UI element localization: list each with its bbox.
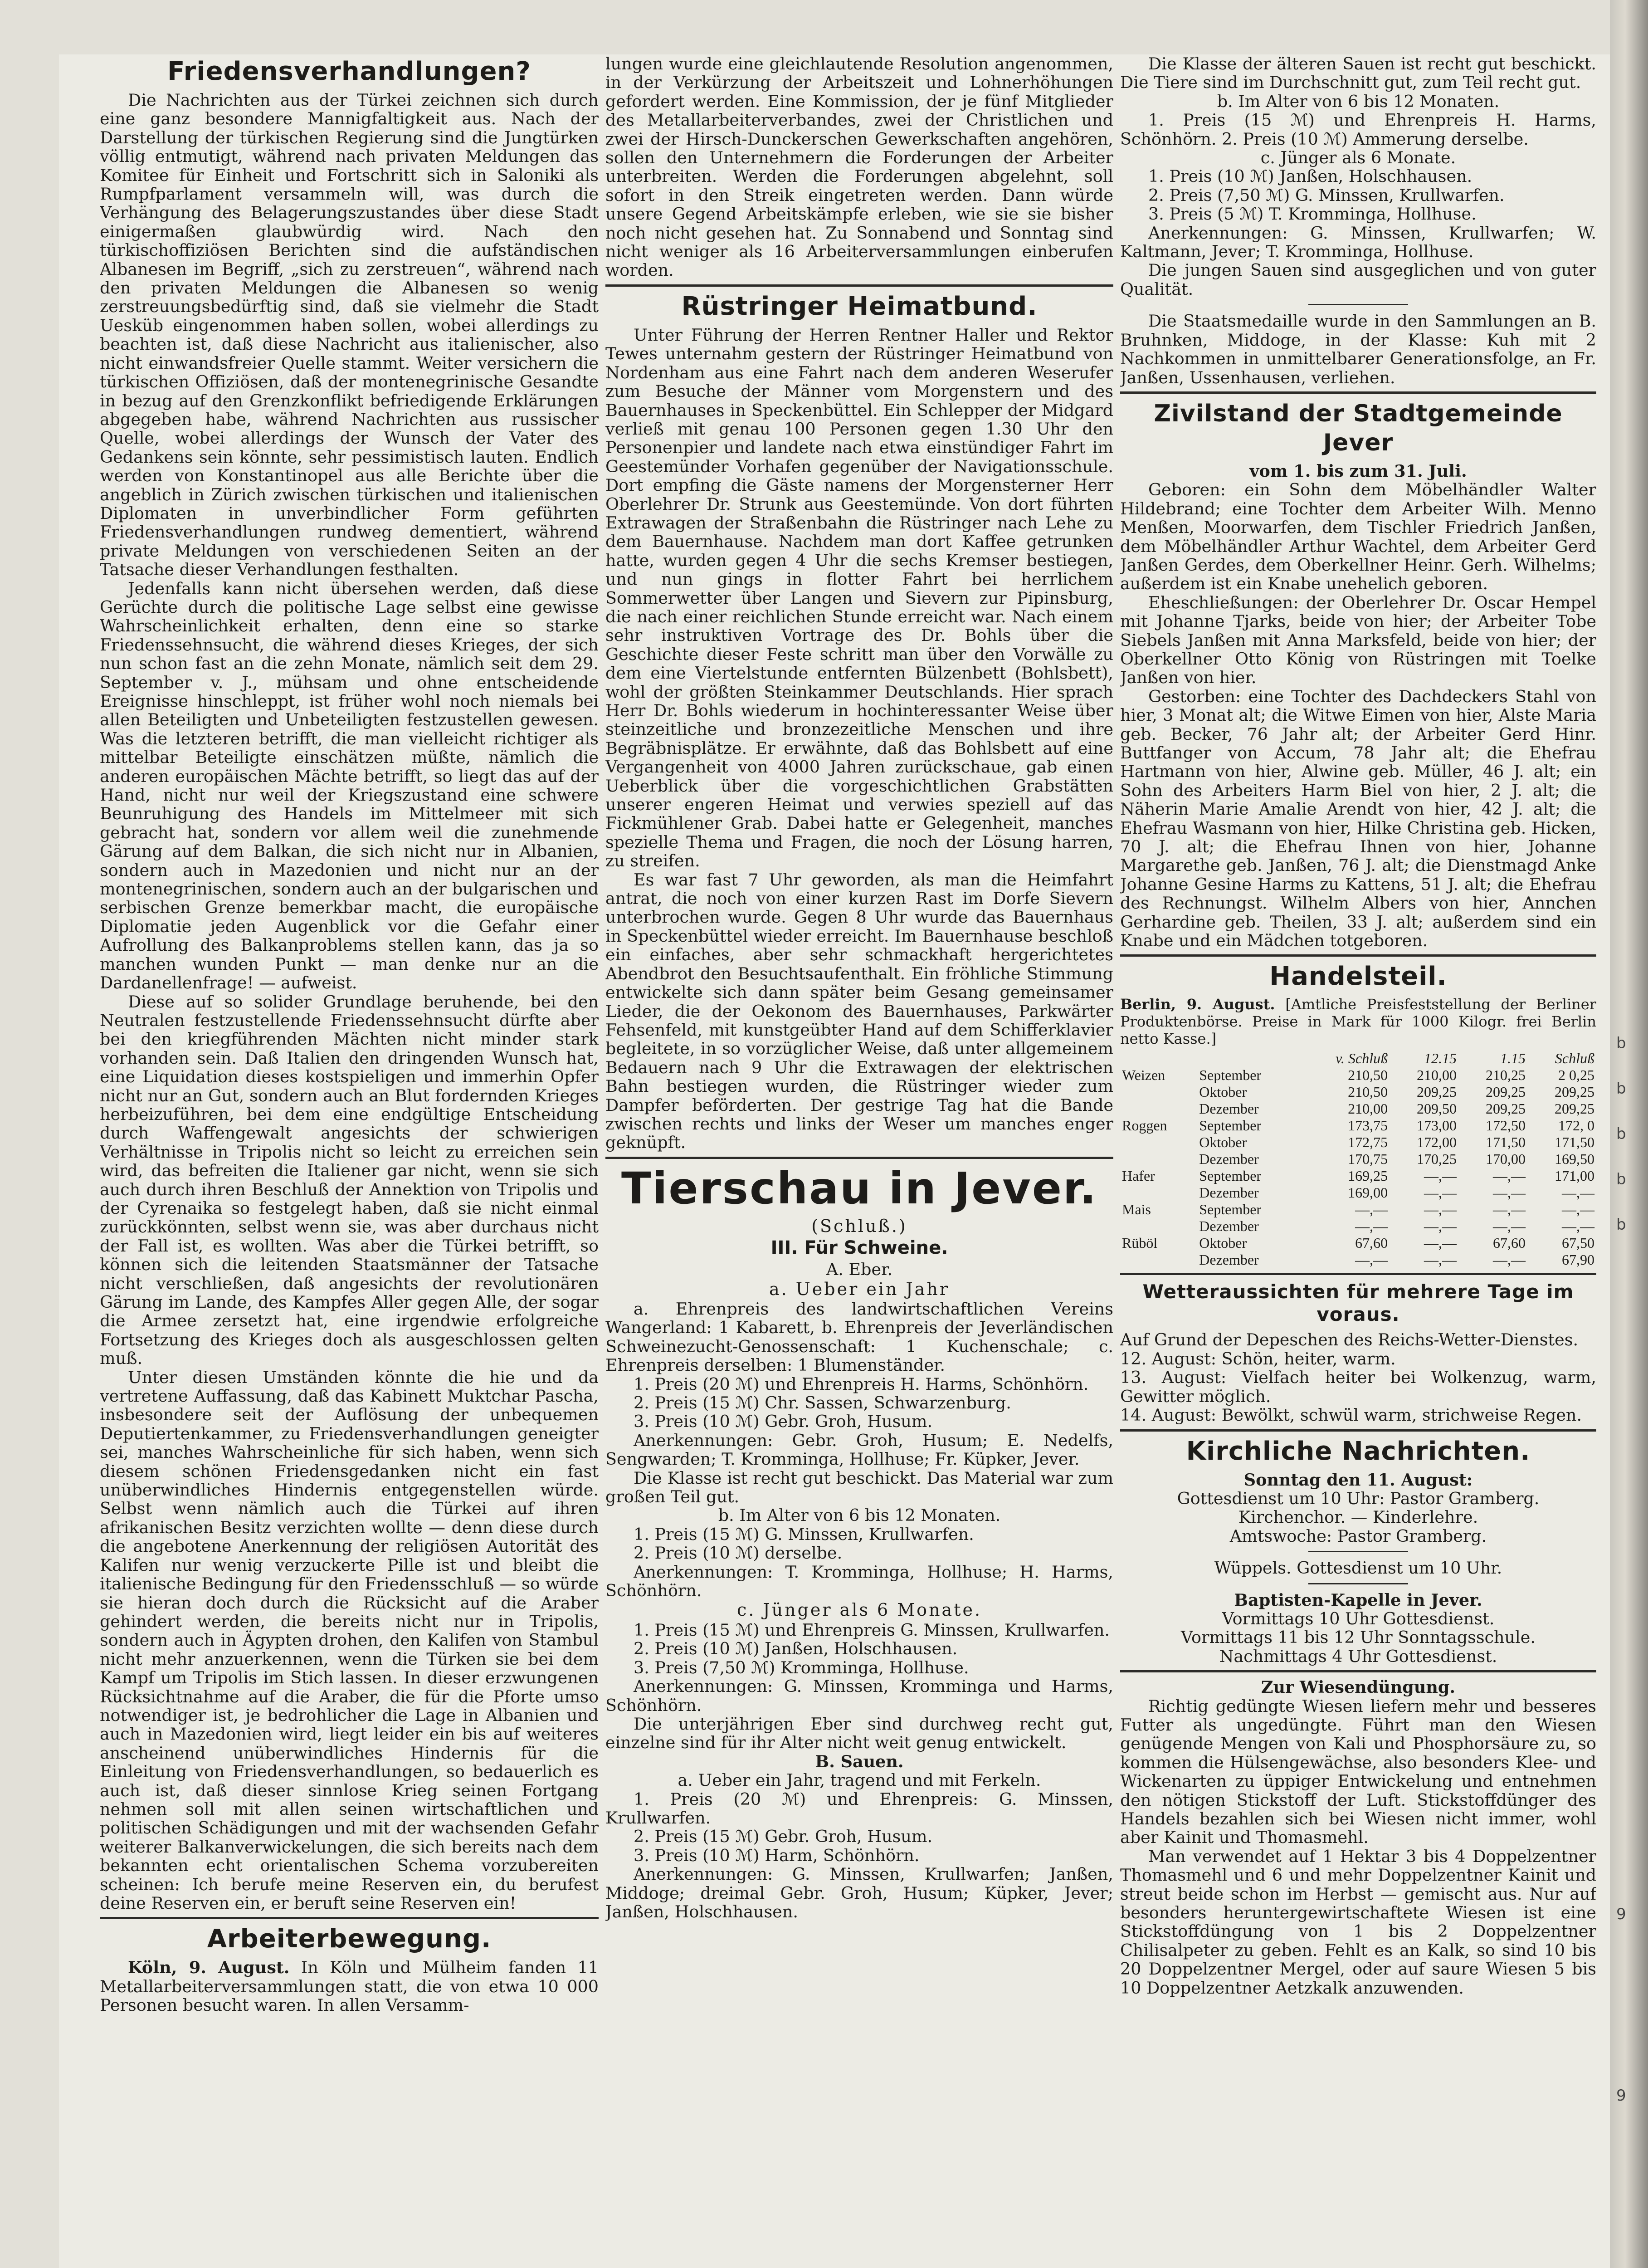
- prize-line: 2. Preis (7,50 ℳ) G. Minssen, Krullwarfen.: [1148, 185, 1505, 205]
- table-cell: —,—: [1562, 1201, 1594, 1218]
- table-cell: 2 0,25: [1558, 1067, 1594, 1084]
- table-cell: September: [1199, 1117, 1262, 1134]
- prize-line: 3. Preis (5 ℳ) T. Kromminga, Hollhuse.: [1148, 204, 1477, 224]
- table-cell: [1120, 1100, 1197, 1117]
- prize-line: 1. Preis (15 ℳ) und Ehrenpreis G. Minssen, Krullwarfen.: [634, 1620, 1110, 1640]
- prize-line: 3. Preis (10 ℳ) Gebr. Groh, Husum.: [634, 1412, 933, 1432]
- table-cell: 173,00: [1417, 1117, 1457, 1134]
- article-text: [Amtliche Preisfeststellung der Berliner Produktenbörse. Preise in Mark für 1000 Kilogr. frei Berlin netto Kasse.]: [1120, 996, 1596, 1048]
- table-cell: [1120, 1184, 1197, 1201]
- table-cell: 172,00: [1417, 1134, 1457, 1151]
- article-headline: Rüstringer Heimatbund.: [681, 291, 1038, 321]
- article-paragraph: Jedenfalls kann nicht übersehen werden, daß diese Gerüchte durch die politische Lage selbst eine gewisse Wahrscheinlichkeit erhalten, denn eine so starke Friedenssehnsucht, die während dieses Krieges, der sich nun schon fast an die zehn Monate, nämlich seit dem 29. September v. J., mühsam und ohne entscheidende Ereignisse hinschleppt, ist früher wohl noch niemals bei allen Beteiligten und Unbeteiligten festzustellen gewesen. Was die letzteren betrifft, die man vielleicht richtiger als mittelbar Beteiligte einschätzen müßte, nämlich die anderen europäischen Mächte betrifft, so liegt das auf der Hand, nicht nur weil der Kriegszustand eine schwere Beunruhigung des Handels im Mittelmeer mit sich gebracht hat, sondern vor allem weil die zunehmende Gärung auf dem Balkan, die sich nicht nur in Albanien, sondern auch in Mazedonien und nicht nur an der montenegrinischen, sondern auch an der bulgarischen und serbischen Grenze bemerkbar macht, die europäische Diplomatie jeden Augenblick vor die Gefahr einer Aufrollung des Balkanproblems stellen kann, das ja so manchen wunden Punkt — man denke nur an die Dardanellenfrage! — aufweist.: [100, 578, 599, 993]
- table-cell: 209,25: [1555, 1084, 1594, 1100]
- section-divider: [605, 1157, 1113, 1159]
- binding-edge: [1610, 0, 1648, 2268]
- prize-line: Die unterjährigen Eber sind durchweg recht gut, einzelne sind für ihr Alter nicht weit genug entwickelt.: [605, 1714, 1113, 1753]
- table-cell: Roggen: [1122, 1117, 1167, 1134]
- article-paragraph: Unter diesen Umständen könnte die hie und da vertretene Auffassung, daß das Kabinett Muktchar Pascha, insbesondere seit der Auflösung der unbequemen Deputiertenkammer, zu Friedensverhandlungen geneigter sei, manches Wahrscheinliche für sich haben, wenn sich diesem schönen Friedensgedanken nicht ein fast unüberwindliches Hindernis entgegenstellen würde. Selbst wenn nämlich auch die Türkei auf ihren afrikanischen Besitz verzichten wollte — denn diese durch die angebotene Anerkennung der religiösen Autorität des Kalifen nur wenig verzuckerte Pille ist und bleibt die italienische Bedingung für den Friedensschluß — so würde sie hieran doch durch die Rücksicht auf die Araber gehindert werden, die bereits nicht nur in Tripolis, sondern auch in Ägypten drohen, den Kalifen von Stambul nicht mehr anzuerkennen, wenn die Türken sie bei dem Kampf um Tripolis im Stich lassen. In dieser erzwungenen Rücksichtnahme auf die Araber, die für die Pforte umso notwendiger ist, je bedrohlicher die Lage in Albanien und auch in Mazedonien wird, liegt leider ein bis auf weiteres anscheinend unüberwindliches Hindernis für die Einleitung von Friedensverhandlungen, so bedauerlich es auch ist, daß dieser sinnlose Krieg seinen Fortgang nehmen soll mit allen seinen wirtschaftlichen und politischen Schädigungen und mit der wachsenden Gefahr weiterer Balkanverwickelungen, die sich bereits nach dem bekannten echt orientalischen Schema vorzubereiten scheinen: Ich berufe meine Reserven ein, du berufest deine Reserven ein, er beruft seine Reserven ein!: [100, 1367, 599, 1913]
- prize-line: 1. Preis (15 ℳ) und Ehrenpreis H. Harms, Schönhörn. 2. Preis (10 ℳ) Ammerung derselbe.: [1120, 110, 1596, 149]
- table-header: v. Schluß: [1336, 1050, 1388, 1067]
- table-cell: 209,25: [1555, 1100, 1594, 1117]
- table-cell: 172,50: [1486, 1117, 1526, 1134]
- table-row: [1120, 1151, 1596, 1168]
- table-cell: Hafer: [1122, 1168, 1155, 1184]
- table-cell: —,—: [1493, 1168, 1526, 1184]
- article-headline: Friedensverhandlungen?: [167, 57, 531, 86]
- table-cell: 169,50: [1555, 1151, 1594, 1168]
- table-cell: September: [1199, 1067, 1262, 1084]
- table-cell: September: [1199, 1168, 1262, 1184]
- prize-line: 1. Preis (20 ℳ) und Ehrenpreis H. Harms, Schönhörn.: [634, 1374, 1089, 1394]
- table-cell: 67,50: [1562, 1235, 1594, 1251]
- article-headline: Arbeiterbewegung.: [207, 1924, 492, 1954]
- church-date: Sonntag den 11. August:: [1243, 1470, 1473, 1490]
- table-cell: 210,50: [1348, 1084, 1388, 1100]
- table-cell: [1120, 1134, 1197, 1151]
- table-cell: 173,75: [1348, 1117, 1388, 1134]
- table-row: [1120, 1168, 1596, 1184]
- article-headline: Zivilstand der Stadtgemeinde Jever: [1154, 400, 1563, 456]
- column-2: [605, 54, 1113, 2268]
- table-cell: 209,25: [1417, 1084, 1457, 1100]
- table-cell: Dezember: [1199, 1218, 1259, 1235]
- subsection-title: B. Sauen.: [815, 1751, 904, 1771]
- church-line: Wüppels. Gottesdienst um 10 Uhr.: [1214, 1558, 1502, 1578]
- article-paragraph: Geboren: ein Sohn dem Möbelhändler Walter Hildebrand; eine Tochter dem Arbeiter Wilh. Menno Menßen, Moorwarfen, dem Tischler Friedrich Janßen, dem Möbelhändler Arthur Wachtel, dem Arbeiter Gerd Janßen Gerdes, dem Oberkellner Heinr. Gerh. Wilhelms; außerdem ist ein Knabe unehelich geboren.: [1120, 480, 1596, 594]
- short-divider: [1308, 1551, 1408, 1552]
- class-title: b. Im Alter von 6 bis 12 Monaten.: [1217, 91, 1500, 111]
- table-cell: —,—: [1355, 1218, 1388, 1235]
- table-cell: [1120, 1151, 1197, 1168]
- binding-fragment: 9: [1616, 2087, 1626, 2105]
- table-cell: 210,00: [1348, 1100, 1388, 1117]
- prize-line: Anerkennungen: G. Minssen, Krullwarfen; Janßen, Middoge; dreimal Gebr. Groh, Husum; Küpker, Jever; Janßen, Holschhausen.: [605, 1864, 1113, 1921]
- table-row: [1120, 1067, 1596, 1084]
- subsection-title: A. Eber.: [826, 1260, 893, 1280]
- table-row: [1120, 1235, 1596, 1251]
- section-divider: [100, 1917, 599, 1919]
- table-cell: Oktober: [1199, 1134, 1247, 1151]
- article-headline: Wetteraussichten für mehrere Tage im voraus.: [1142, 1281, 1574, 1326]
- table-row: [1120, 1184, 1596, 1201]
- table-cell: —,—: [1424, 1168, 1457, 1184]
- prize-line: 3. Preis (7,50 ℳ) Kromminga, Hollhuse.: [634, 1657, 969, 1677]
- table-cell: Rüböl: [1122, 1235, 1158, 1251]
- table-cell: 172, 0: [1558, 1117, 1594, 1134]
- article-paragraph: Die Staatsmedaille wurde in den Sammlungen an B. Bruhnken, Middoge, in der Klasse: Kuh mit 2 Nachkommen in unmittelbarer Generationsfolge, an Fr. Janßen, Ussenhausen, verliehen.: [1120, 311, 1596, 387]
- church-line: Nachmittags 4 Uhr Gottesdienst.: [1219, 1646, 1497, 1666]
- dateline: Berlin, 9. August.: [1120, 996, 1275, 1013]
- table-cell: —,—: [1493, 1251, 1526, 1268]
- table-cell: —,—: [1424, 1184, 1457, 1201]
- section-divider: [1120, 1429, 1596, 1432]
- weather-line: 12. August: Schön, heiter, warm.: [1120, 1349, 1396, 1369]
- newspaper-page: [59, 54, 1610, 2268]
- article-headline: Zur Wiesendüngung.: [1261, 1677, 1456, 1697]
- prize-line: Anerkennungen: G. Minssen, Krullwarfen; W. Kaltmann, Jever; T. Kromminga, Hollhuse.: [1120, 223, 1596, 262]
- table-row: [1120, 1218, 1596, 1235]
- article-paragraph: Unter Führung der Herren Rentner Haller und Rektor Tewes unternahm gestern der Rüstringer Heimatbund von Nordenham aus eine Fahrt nach dem anderen Weserufer zum Besuche der Männer vom Morgenstern und des Bauernhauses in Speckenbüttel. Ein Schlepper der Midgard verließ mit genau 100 Personen gegen 1.30 Uhr den Personenpier und landete nach etwa einstündiger Fahrt im Geestemünder Vorhafen gegenüber der Navigationsschule. Dort empfing die Gäste namens der Morgensterner Herr Oberlehrer Dr. Strunk aus Geestemünde. Von dort führten Extrawagen der Straßenbahn die Rüstringer nach Lehe zu dem Bauernhause. Nachdem man dort Kaffee getrunken hatte, wurden gegen 4 Uhr die sechs Kremser bestiegen, und nun gings in flotter Fahrt bei herrlichem Sommerwetter über Langen und Sievern zur Pipinsburg, die nach einer reichlichen Stunde erreicht war. Nach einem sehr instruktiven Vortrage des Dr. Bohls über die Geschichte dieser Feste schritt man über den Vorwälle zu dem eine Viertelstunde entfernten Bülzenbett (Bohlsbett), wohl der größten Steinkammer Deutschlands. Hier sprach Herr Dr. Bohls wiederum in hochinteressanter Weise über steinzeitliche und bronzezeitliche Menschen und ihre Begräbnisplätze. Er erwähnte, daß das Bohlsbett auf eine Vergangenheit von 4000 Jahren zurückschaue, gab einen Ueberblick über die vorgeschichtlichen Grabstätten unserer engeren Heimat und verwies speziell auf das Fickmühlener Grab. Dabei hatte er Gelegenheit, manches spezielle Thema und Fragen, die noch der Lösung harren, zu streifen.: [605, 325, 1113, 871]
- short-divider: [1308, 304, 1408, 305]
- article-paragraph: lungen wurde eine gleichlautende Resolution angenommen, in der Verkürzung der Arbeitszeit und Lohnerhöhungen gefordert werden. Eine Kommission, der je fünf Mitglieder des Metallarbeiterverbandes, zwei der Christlichen und zwei der Hirsch-Dunckerschen Gewerkschaften angehören, sollen den Unternehmern die Forderungen der Arbeiter unterbreiten. Werden die Forderungen abgelehnt, soll sofort in den Streik eingetreten werden. Dann würde unsere Gegend Arbeitskämpfe erleben, wie sie sie bisher noch nicht gesehen hat. Zu Sonnabend und Sonntag sind nicht weniger als 16 Arbeiterversammlungen einberufen worden.: [605, 54, 1113, 280]
- article-headline: Tierschau in Jever.: [621, 1163, 1098, 1214]
- section-divider: [1120, 1670, 1596, 1672]
- table-cell: 171,50: [1555, 1134, 1594, 1151]
- table-cell: 170,75: [1348, 1151, 1388, 1168]
- table-cell: —,—: [1424, 1235, 1457, 1251]
- table-cell: Dezember: [1199, 1100, 1259, 1117]
- table-row: [1120, 1201, 1596, 1218]
- dateline: Köln, 9. August.: [128, 1958, 290, 1978]
- table-cell: Mais: [1122, 1201, 1151, 1218]
- class-title: c. Jünger als 6 Monate.: [1260, 148, 1456, 168]
- class-title: a. Ueber ein Jahr, tragend und mit Ferkeln.: [678, 1770, 1041, 1790]
- table-header: Schluß: [1555, 1050, 1594, 1067]
- table-cell: 172,75: [1348, 1134, 1388, 1151]
- article-text: In Köln und Mülheim fanden 11 Metallarbeiterversammlungen statt, die von etwa 10 000 Personen besucht waren. In allen Versamm-: [100, 1958, 599, 2015]
- prize-line: 3. Preis (10 ℳ) Harm, Schönhörn.: [634, 1845, 920, 1865]
- prize-line: 2. Preis (10 ℳ) Janßen, Holschhausen.: [634, 1639, 958, 1659]
- table-cell: 170,25: [1417, 1151, 1457, 1168]
- prize-line: 1. Preis (15 ℳ) G. Minssen, Krullwarfen.: [634, 1524, 974, 1544]
- article-paragraph: Man verwendet auf 1 Hektar 3 bis 4 Doppelzentner Thomasmehl und 6 und mehr Doppelzentner Kainit und streut beide schon im Herbst — gemischt aus. Nur auf besonders heruntergewirtschaftete Wiesen ist eine Stickstoffdüngung von 1 bis 2 Doppelzentner Chilisalpeter zu geben. Fehlt es an Kalk, so sind 10 bis 20 Doppelzentner Mergel, oder auf saure Wiesen 5 bis 10 Doppelzentner Aetzkalk anzuwenden.: [1120, 1846, 1596, 1998]
- class-title: c. Jünger als 6 Monate.: [736, 1600, 982, 1620]
- church-line: Kirchenchor. — Kinderlehre.: [1238, 1507, 1478, 1527]
- table-cell: 210,25: [1486, 1067, 1526, 1084]
- table-cell: 210,00: [1417, 1067, 1457, 1084]
- prize-line: Anerkennungen: G. Minssen, Kromminga und Harms, Schönhörn.: [605, 1677, 1113, 1715]
- prize-line: 1. Preis (10 ℳ) Janßen, Holschhausen.: [1148, 166, 1472, 186]
- table-cell: —,—: [1424, 1251, 1457, 1268]
- table-cell: Oktober: [1199, 1084, 1247, 1100]
- table-cell: 169,25: [1348, 1168, 1388, 1184]
- table-cell: Dezember: [1199, 1151, 1259, 1168]
- article-paragraph: Diese auf so solider Grundlage beruhende, bei den Neutralen festzustellende Friedenssehnsucht dürfte aber bei den kriegführenden Mächten nicht minder stark vorhanden sein. Daß Italien den dringenden Wunsch hat, eine Liquidation dieses kostspieligen und immerhin Opfer nicht nur an Gut, sondern auch an Blut fordernden Krieges herbeizuführen, bei dem eine endgültige Entscheidung durch Waffengewalt angesichts der schwierigen Verhältnisse in Tripolis nicht so leicht zu erreichen sein wird, das befreiten die Italiener gar nicht, wenn sie sich auch durch ihren Beschluß der Annektion von Tripolis und der Cyrenaika so festgelegt haben, daß sie nicht einmal zurückkönnten, selbst wenn sie, was aber durchaus nicht der Fall ist, es wollten. Was aber die Türkei betrifft, so können sich die leitenden Staatsmänner der Tatsache nicht verschließen, daß angesichts der revolutionären Gärung im Lande, des Kampfes Aller gegen Alle, der sogar die Armee zersetzt hat, eine irgendwie erfolgreiche Fortsetzung des Krieges doch als ausgeschlossen gelten muß.: [100, 992, 599, 1369]
- grain-price-table: [1120, 1050, 1596, 1268]
- section-divider: [1120, 954, 1596, 957]
- table-cell: 209,25: [1486, 1084, 1526, 1100]
- column-1: [100, 54, 599, 2268]
- prize-line: Anerkennungen: T. Kromminga, Hollhuse; H. Harms, Schönhörn.: [605, 1562, 1113, 1601]
- table-cell: 67,60: [1493, 1235, 1526, 1251]
- table-cell: [1120, 1251, 1197, 1268]
- table-header: 1.15: [1500, 1050, 1526, 1067]
- article-paragraph: Die Nachrichten aus der Türkei zeichnen sich durch eine ganz besondere Mannigfaltigkeit aus. Nach der Darstellung der türkischen Regierung sind die Jungtürken völlig entmutigt, während nach privaten Meldungen das Komitee für Einheit und Fortschritt sich in Saloniki als Rumpfparlament versammeln will, was durch die Verhängung des Belagerungszustandes über diese Stadt einigermaßen glaubwürdig wird. Nach den türkischoffiziösen Berichten sind die aufständischen Albanesen im Begriff, „sich zu zerstreuen“, während nach den privaten Meldungen die Albanesen so wenig zerstreuungsbedürftig sind, daß sie vielmehr die Stadt Uesküb eingenommen haben sollen, wobei allerdings zu beachten ist, daß diese Nachricht aus italienischer, also nicht einwandsfreier Quelle stammt. Weiter versichern die türkischen Offiziösen, daß der montenegrinische Gesandte in bezug auf den Grenzkonflikt befriedigende Erklärungen abgegeben habe, während Nachrichten aus russischer Quelle, wobei allerdings der Wunsch der Vater des Gedankens sein könnte, sehr pessimistisch lauten. Endlich werden von Konstantinopel aus alle Berichte über die angeblich in Zürich zwischen türkischen und italienischen Diplomaten in unverbindlicher Form geführten Friedensverhandlungen rundweg dementiert, während private Meldungen von verschiedenen Seiten an der Tatsache dieser Verhandlungen festhalten.: [100, 90, 599, 580]
- table-cell: 210,50: [1348, 1067, 1388, 1084]
- binding-fragment: b: [1616, 1216, 1626, 1234]
- table-cell: Weizen: [1122, 1067, 1165, 1084]
- table-cell: 67,90: [1562, 1251, 1594, 1268]
- table-cell: 169,00: [1348, 1184, 1388, 1201]
- prize-line: Die jungen Sauen sind ausgeglichen und von guter Qualität.: [1120, 260, 1596, 299]
- column-3: [1120, 54, 1596, 2268]
- class-title: a. Ueber ein Jahr: [769, 1279, 950, 1299]
- prize-line: 2. Preis (15 ℳ) Chr. Sassen, Schwarzenburg.: [634, 1393, 1011, 1413]
- church-subhead: Baptisten-Kapelle in Jever.: [1234, 1590, 1482, 1610]
- table-header: 12.15: [1424, 1050, 1457, 1067]
- article-paragraph: Eheschließungen: der Oberlehrer Dr. Oscar Hempel mit Johanne Tjarks, beide von hier; der Arbeiter Tobe Siebels Janßen mit Anna Marksfeld, beide von hier; der Oberkellner Otto König von Rüstringen mit Toelke Janßen von hier.: [1120, 592, 1596, 688]
- table-cell: —,—: [1562, 1218, 1594, 1235]
- table-cell: 67,60: [1355, 1235, 1388, 1251]
- table-cell: [1120, 1218, 1197, 1235]
- article-paragraph: Richtig gedüngte Wiesen liefern mehr und besseres Futter als ungedüngte. Führt man den Wiesen genügende Mengen von Kali und Phosphorsäure zu, so kommen die Hülsengewächse, also besonders Klee- und Wickenarten zu üppiger Entwickelung und entnehmen den nötigen Stickstoff der Luft. Stickstoffdünger des Handels bezahlen sich bei Wiesen nicht immer, wohl aber Kainit und Thomasmehl.: [1120, 1696, 1596, 1848]
- table-cell: Dezember: [1199, 1184, 1259, 1201]
- section-divider: [605, 284, 1113, 287]
- table-cell: —,—: [1493, 1218, 1526, 1235]
- section-title: III. Für Schweine.: [770, 1237, 948, 1259]
- table-cell: —,—: [1493, 1201, 1526, 1218]
- binding-fragment: b: [1616, 1170, 1626, 1188]
- church-line: Gottesdienst um 10 Uhr: Pastor Gramberg.: [1177, 1488, 1540, 1508]
- article-paragraph: Es war fast 7 Uhr geworden, als man die Heimfahrt antrat, die noch von einer kurzen Rast im Dorfe Sievern unterbrochen wurde. Gegen 8 Uhr wurde das Bauernhaus in Speckenbüttel wieder erreicht. Im Bauernhause beschloß ein einfaches, aber sehr schmackhaft hergerichtetes Abendbrot den Besuchtsaufenthalt. Ein fröhliche Stimmung entwickelte sich dann später beim Gesang gemeinsamer Lieder, die der Oekonom des Bauernhauses, Parkwärter Fehsenfeld, mit kunstgeübter Hand auf dem Schifferklavier begleitete, in so vorzüglicher Weise, daß unter allgemeinem Bedauern nach 9 Uhr die Extrawagen der elektrischen Bahn bestiegen wurden, die Rüstringer wieder zum Dampfer beförderten. Der gestrige Tag hat die Bande zwischen rechts und links der Weser um manches enger geknüpft.: [605, 870, 1113, 1153]
- table-cell: —,—: [1493, 1184, 1526, 1201]
- article-paragraph: Auf Grund der Depeschen des Reichs-Wetter-Dienstes.: [1120, 1330, 1579, 1350]
- table-cell: —,—: [1424, 1218, 1457, 1235]
- article-headline: Handelsteil.: [1269, 962, 1447, 992]
- section-divider: [1120, 1273, 1596, 1275]
- subheading: vom 1. bis zum 31. Juli.: [1249, 461, 1467, 481]
- church-line: Amtswoche: Pastor Gramberg.: [1229, 1526, 1487, 1546]
- table-cell: —,—: [1355, 1201, 1388, 1218]
- prize-line: Anerkennungen: Gebr. Groh, Husum; E. Nedelfs, Sengwarden; T. Kromminga, Hollhuse; Fr. Küpker, Jever.: [605, 1430, 1113, 1469]
- weather-line: 13. August: Vielfach heiter bei Wolkenzug, warm, Gewitter möglich.: [1120, 1368, 1596, 1406]
- prize-line: 1. Preis (20 ℳ) und Ehrenpreis: G. Minssen, Krullwarfen.: [605, 1789, 1113, 1828]
- table-row: [1120, 1100, 1596, 1117]
- binding-fragment: b: [1616, 1080, 1626, 1098]
- weather-line: 14. August: Bewölkt, schwül warm, strichweise Regen.: [1120, 1405, 1582, 1425]
- table-cell: —,—: [1562, 1184, 1594, 1201]
- table-cell: [1120, 1084, 1197, 1100]
- table-cell: 209,50: [1417, 1100, 1457, 1117]
- table-row: [1120, 1084, 1596, 1100]
- table-cell: 171,00: [1555, 1168, 1594, 1184]
- table-cell: 170,00: [1486, 1151, 1526, 1168]
- prize-line: 2. Preis (10 ℳ) derselbe.: [634, 1543, 843, 1563]
- binding-fragment: 9: [1616, 1905, 1626, 1923]
- table-cell: —,—: [1424, 1201, 1457, 1218]
- binding-fragment: b: [1616, 1034, 1626, 1052]
- table-row: [1120, 1251, 1596, 1268]
- article-paragraph: Die Klasse der älteren Sauen ist recht gut beschickt. Die Tiere sind im Durchschnitt gut, zum Teil recht gut.: [1120, 54, 1596, 93]
- table-cell: 209,25: [1486, 1100, 1526, 1117]
- article-paragraph: Gestorben: eine Tochter des Dachdeckers Stahl von hier, 3 Monat alt; die Witwe Eimen von hier, Alste Maria geb. Becker, 76 Jahr alt; der Arbeiter Gerd Hinr. Buttfanger von Accum, 78 Jahr alt; die Ehefrau Hartmann von hier, Alwine geb. Müller, 46 J. alt; ein Sohn des Arbeiters Harm Biel von hier, 2 J. alt; die Näherin Marie Amalie Arendt von hier, 42 J. alt; die Ehefrau Wasmann von hier, Hilke Christina geb. Hicken, 70 J. alt; die Ehefrau Ihnen von hier, Johanne Margarethe geb. Janßen, 76 J. alt; die Dienstmagd Anke Johanne Gesine Harms zu Kattens, 51 J. alt; die Ehefrau des Rechnungst. Wilhelm Albers von hier, Annchen Gerhardine geb. Theilen, 33 J. alt; außerdem sind ein Knabe und ein Mädchen totgeboren.: [1120, 686, 1596, 951]
- table-cell: September: [1199, 1201, 1262, 1218]
- section-divider: [1120, 391, 1596, 394]
- church-line: Vormittags 11 bis 12 Uhr Sonntagsschule.: [1181, 1628, 1536, 1647]
- church-line: Vormittags 10 Uhr Gottesdienst.: [1222, 1608, 1495, 1628]
- table-cell: Oktober: [1199, 1235, 1247, 1251]
- short-divider: [1308, 1583, 1408, 1584]
- table-row: [1120, 1134, 1596, 1151]
- table-cell: 171,50: [1486, 1134, 1526, 1151]
- prize-line: Die Klasse ist recht gut beschickt. Das Material war zum großen Teil gut.: [605, 1468, 1113, 1507]
- prize-line: 2. Preis (15 ℳ) Gebr. Groh, Husum.: [634, 1827, 933, 1847]
- article-headline: Kirchliche Nachrichten.: [1186, 1436, 1531, 1466]
- class-title: b. Im Alter von 6 bis 12 Monaten.: [718, 1505, 1001, 1525]
- table-cell: Dezember: [1199, 1251, 1259, 1268]
- article-paragraph: a. Ehrenpreis des landwirtschaftlichen Vereins Wangerland: 1 Kabarett, b. Ehrenpreis der Jeverländischen Schweinezucht-Genossenschaft: 1 Kuchenschale; c. Ehrenpreis derselben: 1 Blumenständer.: [605, 1299, 1113, 1375]
- table-cell: —,—: [1355, 1251, 1388, 1268]
- binding-fragment: b: [1616, 1125, 1626, 1143]
- subheading: (Schluß.): [811, 1216, 907, 1236]
- table-row: [1120, 1117, 1596, 1134]
